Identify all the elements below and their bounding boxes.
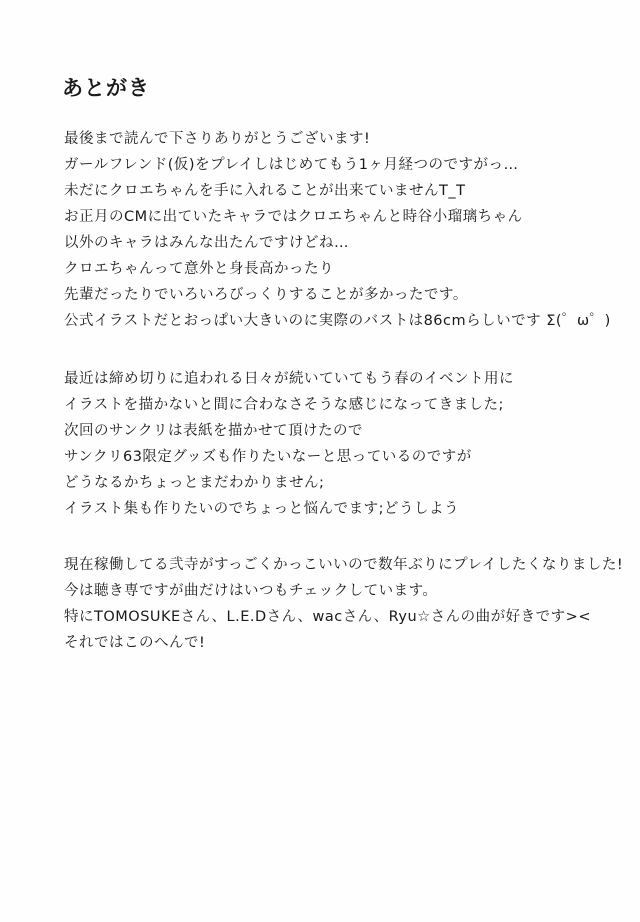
text-line: サンクリ63限定グッズも作りたいなーと思っているのですが [64,449,472,465]
page-title: あとがき [62,76,150,100]
text-line: それではこのへんで! [64,635,206,651]
text-line: 今は聴き専ですが曲だけはいつもチェックしています。 [64,583,438,599]
text-line: 次回のサンクリは表紙を描かせて頂けたので [64,423,363,439]
text-line: 最後まで読んで下さりありがとうございます! [64,131,371,147]
text-line: 特にTOMOSUKEさん、L.E.Dさん、wacさん、Ryu☆さんの曲が好きです>< [64,609,591,625]
text-line: 先輩だったりでいろいろびっくりすることが多かったです。 [64,287,468,303]
text-line: 現在稼働してる弐寺がすっごくかっこいいので数年ぶりにプレイしたくなりました! [64,557,624,573]
text-line: どうなるかちょっとまだわかりません; [64,475,325,491]
text-line: イラストを描かないと間に合わなさそうな感じになってきました; [64,397,504,413]
text-line: 最近は締め切りに追われる日々が続いていてもう春のイベント用に [64,371,514,387]
text-line: ガールフレンド(仮)をプレイしはじめてもう1ヶ月経つのですがっ… [64,157,519,173]
text-line: イラスト集も作りたいのでちょっと悩んでます;どうしよう [64,501,459,517]
text-line: 以外のキャラはみんな出たんですけどね… [64,235,349,251]
text-line: お正月のCMに出ていたキャラではクロエちゃんと時谷小瑠璃ちゃん [64,209,523,225]
text-line: 公式イラストだとおっぱい大きいのに実際のバストは86cmらしいです Σ(゜ω゜) [64,313,611,329]
text-line: 未だにクロエちゃんを手に入れることが出来ていませんT_T [64,183,466,199]
text-line: クロエちゃんって意外と身長高かったり [64,261,334,277]
